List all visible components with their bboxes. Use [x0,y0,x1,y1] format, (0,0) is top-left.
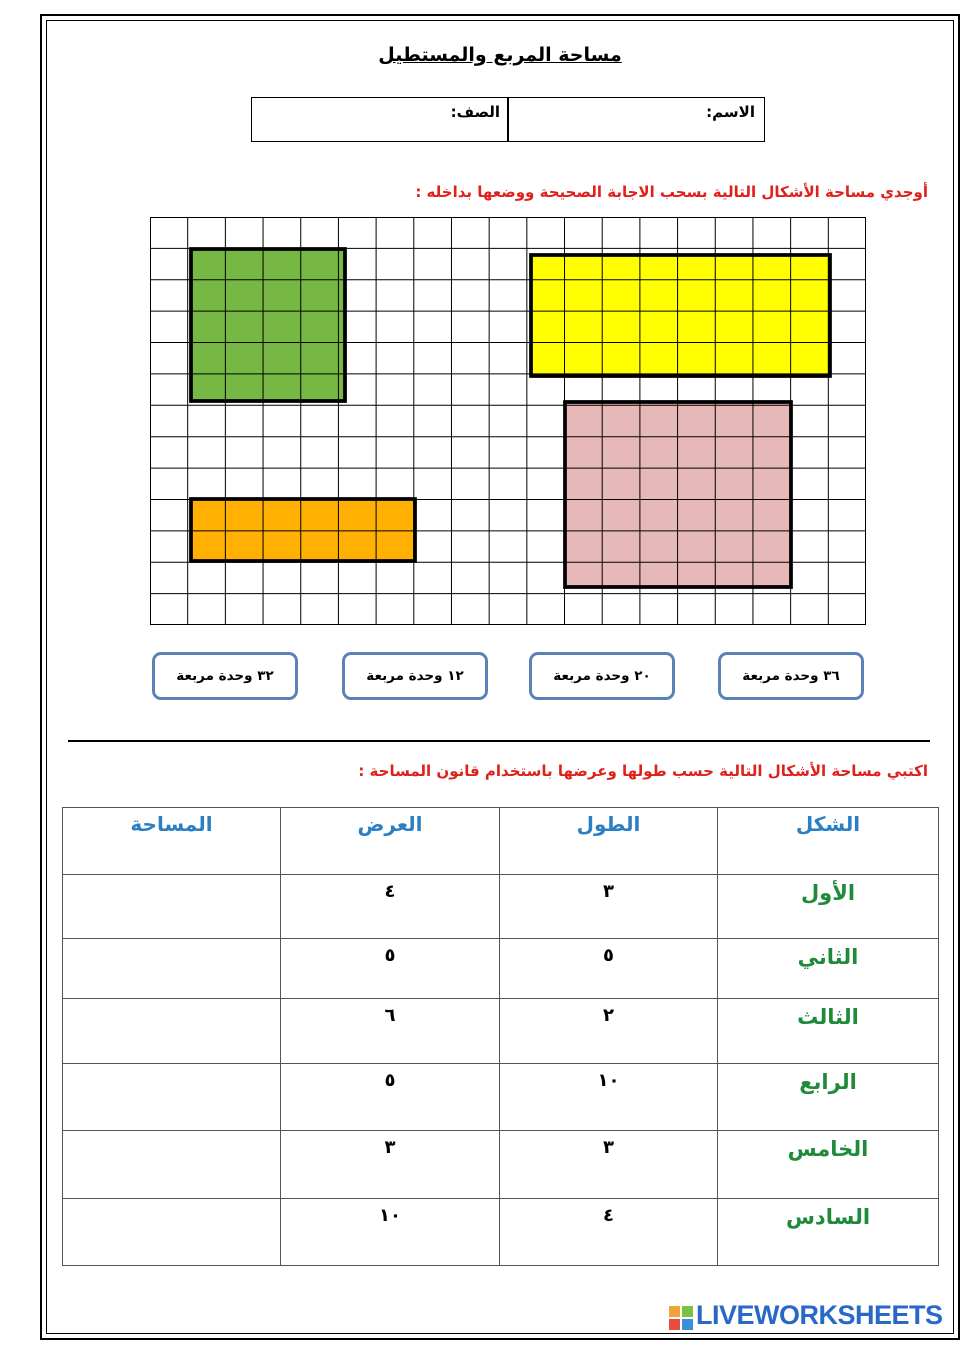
area-answer-input[interactable] [63,999,281,1064]
answer-chip[interactable]: ١٢ وحدة مربعة [342,652,488,700]
name-label: الاسم: [706,103,755,121]
answer-chip[interactable]: ٣٦ وحدة مربعة [718,652,864,700]
width-value: ٤ [281,875,500,939]
class-input[interactable] [260,120,390,138]
header-width: العرض [281,808,500,875]
area-table [62,807,939,1266]
page-title: مساحة المربع والمستطيل [378,44,622,66]
length-value: ٣ [500,875,718,939]
table-header-row [63,808,939,875]
shape-name: الرابع [718,1064,939,1131]
area-answer-input[interactable] [63,1199,281,1266]
width-value: ١٠ [281,1199,500,1266]
shape-green-rectangle[interactable] [191,249,345,401]
table-row [63,939,939,999]
table-row [63,1064,939,1131]
width-value: ٥ [281,1064,500,1131]
length-value: ٥ [500,939,718,999]
table-row [63,875,939,939]
area-answer-input[interactable] [63,939,281,999]
table-row [63,1131,939,1199]
name-input[interactable] [520,120,650,138]
instruction-table: اكتبي مساحة الأشكال التالية حسب طولها وعرضها باستخدام قانون المساحة : [358,762,928,780]
section-divider [68,740,930,742]
header-length: الطول [500,808,718,875]
shape-name: الثاني [718,939,939,999]
header-shape: الشكل [718,808,939,875]
width-value: ٥ [281,939,500,999]
length-value: ٣ [500,1131,718,1199]
table-row [63,1199,939,1266]
shape-name: الأول [718,875,939,939]
area-answer-input[interactable] [63,875,281,939]
class-label: الصف: [450,103,500,121]
instruction-drag: أوجدي مساحة الأشكال التالية بسحب الاجابة الصحيحة ووضعها بداخله : [415,183,928,201]
area-answer-input[interactable] [63,1064,281,1131]
shape-name: الثالث [718,999,939,1064]
length-value: ٢ [500,999,718,1064]
header-area: المساحة [63,808,281,875]
length-value: ٤ [500,1199,718,1266]
shape-name: السادس [718,1199,939,1266]
answer-chip[interactable]: ٣٢ وحدة مربعة [152,652,298,700]
grid-area [150,217,866,625]
info-divider [507,97,509,142]
shape-yellow-rectangle[interactable] [531,255,830,376]
length-value: ١٠ [500,1064,718,1131]
grid-svg [150,217,866,625]
area-answer-input[interactable] [63,1131,281,1199]
watermark: LIVEWORKSHEETS [696,1300,943,1330]
liveworksheets-logo-icon [669,1306,693,1330]
width-value: ٦ [281,999,500,1064]
table-row [63,999,939,1064]
shape-orange-rectangle[interactable] [191,499,415,561]
width-value: ٣ [281,1131,500,1199]
answer-chip[interactable]: ٢٠ وحدة مربعة [529,652,675,700]
shape-name: الخامس [718,1131,939,1199]
